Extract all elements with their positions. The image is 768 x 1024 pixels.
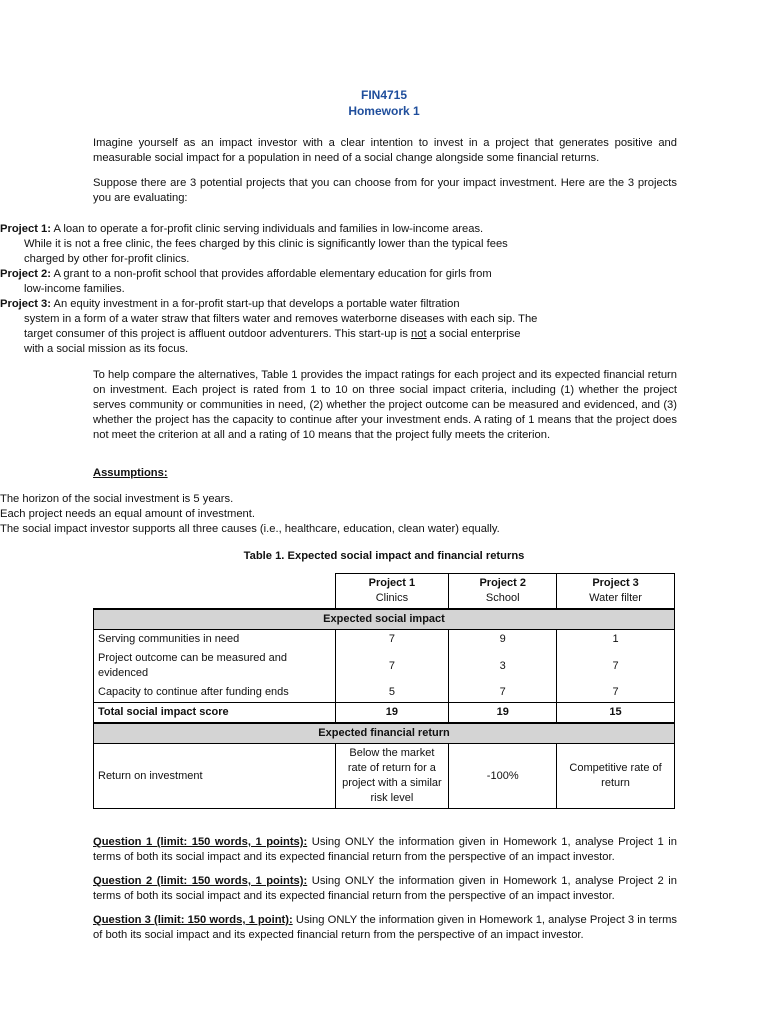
row-label: Serving communities in need xyxy=(94,630,336,650)
assumption-item xyxy=(0,492,540,507)
cell-value: Competitive rate of return xyxy=(557,744,675,809)
question-text: Using ONLY the information given in Homework 1, analyse Project 1 in terms of both its social impact and its expected financial return from the perspective of an impact investor. xyxy=(93,836,677,863)
cell-value: 19 xyxy=(449,703,557,724)
project-label: Project 3: xyxy=(0,298,51,310)
column-name: Project 2 xyxy=(479,577,526,589)
assumption-text: The social impact investor supports all three causes (i.e., healthcare, education, clean water) equally. xyxy=(0,523,500,535)
cell-value: Below the market rate of return for a project with a similar risk level xyxy=(335,744,449,809)
cell-value: 15 xyxy=(557,703,675,724)
emphasis-not: not xyxy=(411,328,427,340)
project-label: Project 2: xyxy=(0,268,51,280)
table-row xyxy=(94,683,675,703)
column-sub: School xyxy=(485,592,520,604)
assumption-item xyxy=(0,507,540,522)
cell-value: 7 xyxy=(449,683,557,703)
project-text: A grant to a non-profit school that provides affordable elementary education for girls from xyxy=(53,268,492,280)
cell-value: 7 xyxy=(335,630,449,650)
cell-value: 3 xyxy=(449,649,557,683)
column-name: Project 1 xyxy=(368,577,416,589)
column-header xyxy=(449,574,557,610)
row-label: Capacity to continue after funding ends xyxy=(94,683,336,703)
assumption-item xyxy=(0,522,540,537)
project-text: An equity investment in a for-profit start-up that develops a portable water filtration xyxy=(53,298,460,310)
cell-value: 7 xyxy=(335,649,449,683)
project-text-cont xyxy=(0,312,540,357)
project-text-cont: low-income families. xyxy=(24,283,125,295)
question-3 xyxy=(93,913,677,943)
question-2 xyxy=(93,874,677,904)
question-text: Using ONLY the information given in Homework 1, analyse Project 3 in terms of both its social impact and its expected financial return from the perspective of an impact investor. xyxy=(93,914,678,941)
project-text-cont: While it is not a free clinic, the fees charged by this clinic is significantly lower than the typical fees charged by other for-profit clinics. xyxy=(24,238,508,265)
cell-value: 1 xyxy=(557,630,675,650)
table-caption: Table 1. Expected social impact and financial returns xyxy=(243,550,525,562)
question-text: Using ONLY the information given in Homework 1, analyse Project 2 in terms of both its social impact and its expected financial return from the perspective of an impact investor. xyxy=(93,875,677,902)
row-label: Return on investment xyxy=(94,744,336,809)
total-row xyxy=(94,703,675,724)
question-label: Question 1 (limit: 150 words, 1 points): xyxy=(93,836,308,848)
comparison-paragraph: To help compare the alternatives, Table 1 provides the impact ratings for each project and its expected financial return on investment. Each project is rated from 1 to 10 on three social impact criteria, including (1) whether the project serves community or communities in need, (2) whether the project outcome can be measured and evidenced, and (3) whether the project has the capacity to continue after your investment ends. A rating of 1 means that the project does not meet the criterion at all and a rating of 10 means that the project fully meets the criterion. xyxy=(93,369,677,441)
project-text-part: system in a form of a water straw that filters water and removes waterborne diseases with each sip. The target consumer of this project is affluent outdoor adventurers. This start-up is xyxy=(24,313,538,340)
row-label: Project outcome can be measured and evidenced xyxy=(94,649,336,683)
intro-paragraph: Imagine yourself as an impact investor with a clear intention to invest in a project that generates positive and measurable social impact for a population in need of a social change alongside some financial returns. xyxy=(93,137,677,164)
question-1 xyxy=(93,835,677,865)
column-name: Project 3 xyxy=(592,577,639,589)
question-label: Question 2 (limit: 150 words, 1 points): xyxy=(93,875,308,887)
table-row xyxy=(94,649,675,683)
cell-value: 7 xyxy=(557,683,675,703)
question-label: Question 3 (limit: 150 words, 1 point): xyxy=(93,914,293,926)
project-text-part: a social enterprise with a social mission as its focus. xyxy=(24,328,521,355)
assumptions-heading: Assumptions: xyxy=(93,467,168,479)
impact-table xyxy=(93,573,675,809)
assumption-text: Each project needs an equal amount of investment. xyxy=(0,508,255,520)
cell-value: -100% xyxy=(449,744,557,809)
column-header xyxy=(335,574,449,610)
table-band-row xyxy=(94,723,675,744)
course-code: FIN4715 xyxy=(360,88,408,102)
assumptions-list xyxy=(0,492,540,537)
band-social: Expected social impact xyxy=(94,609,675,630)
column-header xyxy=(557,574,675,610)
return-row xyxy=(94,744,675,809)
assumption-text: The horizon of the social investment is 5 years. xyxy=(0,493,234,505)
cell-value: 9 xyxy=(449,630,557,650)
column-sub: Clinics xyxy=(375,592,409,604)
project-label: Project 1: xyxy=(0,223,51,235)
row-label: Total social impact score xyxy=(94,703,336,724)
project-item-3 xyxy=(0,297,540,357)
table-row xyxy=(94,630,675,650)
table-band-row xyxy=(94,609,675,630)
cell-value: 7 xyxy=(557,649,675,683)
project-item-2 xyxy=(0,267,540,297)
table-header-row xyxy=(94,574,675,610)
column-sub: Water filter xyxy=(589,592,642,604)
project-item-1 xyxy=(0,222,540,267)
assignment-title: Homework 1 xyxy=(348,104,420,118)
project-list xyxy=(0,222,540,357)
project-text: A loan to operate a for-profit clinic serving individuals and families in low-income areas. xyxy=(53,223,484,235)
projects-intro-paragraph: Suppose there are 3 potential projects that you can choose from for your impact investment. Here are the 3 projects you are evaluating: xyxy=(93,177,677,204)
band-financial: Expected financial return xyxy=(94,723,675,744)
cell-value: 5 xyxy=(335,683,449,703)
cell-value: 19 xyxy=(335,703,449,724)
